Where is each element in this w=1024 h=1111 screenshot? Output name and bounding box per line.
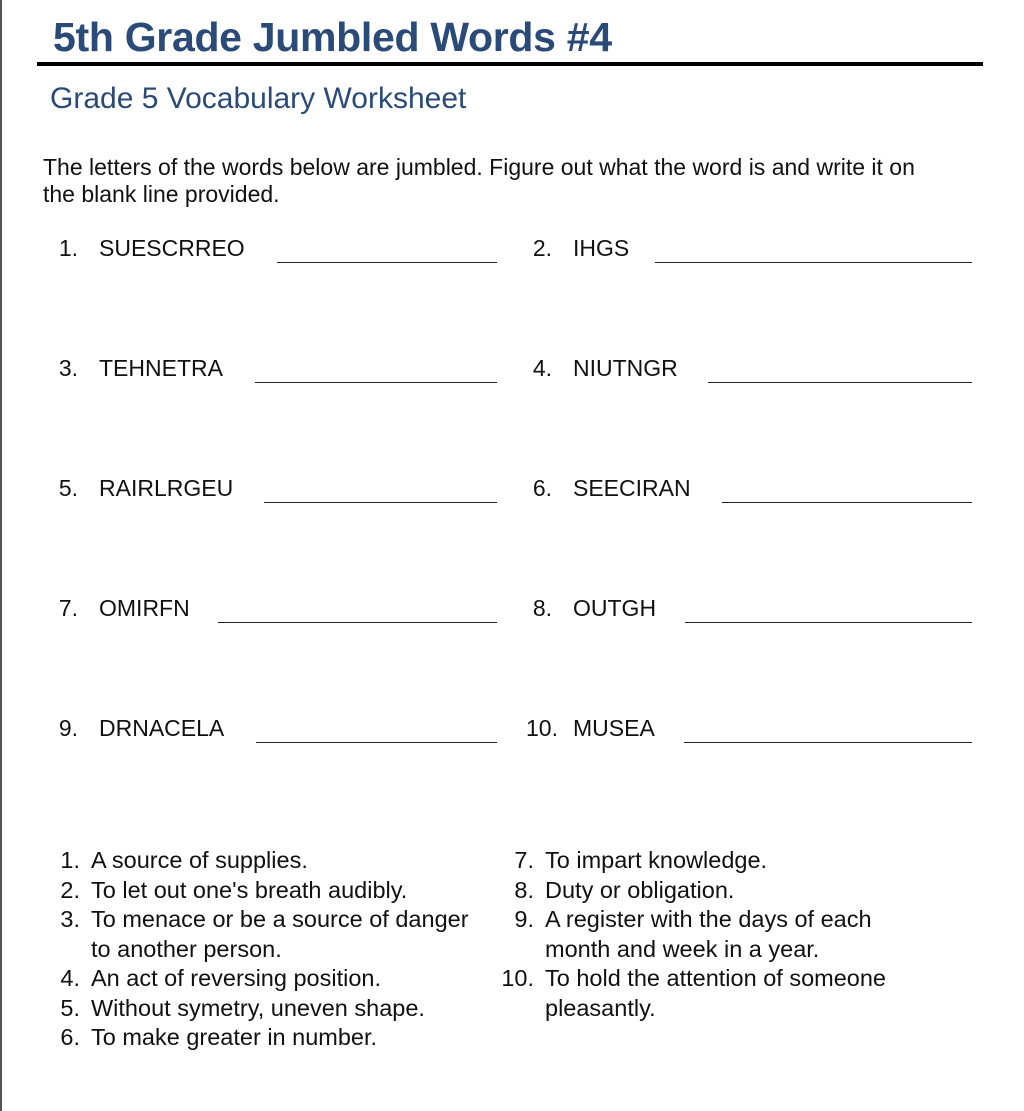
jumbled-word: RAIRLRGEU xyxy=(99,475,234,501)
jumbled-word: OMIRFN xyxy=(99,595,190,621)
definition-text: A register with the days of each xyxy=(545,906,872,932)
definition-number: 9. xyxy=(514,906,534,932)
definition-number: 4. xyxy=(60,965,80,991)
answer-blank-4[interactable] xyxy=(708,382,972,383)
definition-number: 3. xyxy=(60,906,80,932)
jumbled-word: SUESCRREO xyxy=(99,235,245,261)
jumbled-word: OUTGH xyxy=(573,595,657,621)
item-number: 8. xyxy=(532,595,552,621)
item-number: 7. xyxy=(58,595,78,621)
item-number: 9. xyxy=(58,715,78,741)
definition-number: 2. xyxy=(60,876,80,903)
answer-blank-9[interactable] xyxy=(256,742,497,743)
definition-text: A source of supplies. xyxy=(91,847,308,873)
definition-5 xyxy=(60,994,501,1024)
definition-9 xyxy=(514,905,965,964)
definition-text: To let out one's breath audibly. xyxy=(91,876,408,903)
definition-number: 8. xyxy=(514,876,534,903)
definition-number: 5. xyxy=(60,994,80,1021)
definitions-left xyxy=(60,846,501,1053)
answer-blank-8[interactable] xyxy=(685,622,972,623)
definition-number: 7. xyxy=(514,847,534,873)
jumbled-word: IHGS xyxy=(573,235,630,261)
definition-text: To make greater in number. xyxy=(91,1024,378,1050)
definition-text: To menace or be a source of danger xyxy=(91,906,469,932)
answer-blank-3[interactable] xyxy=(255,382,497,383)
instructions: The letters of the words below are jumbled. Figure out what the word is and write it on the blank line provided. xyxy=(43,154,915,207)
definition-text-continued: pleasantly. xyxy=(545,994,656,1021)
definition-2 xyxy=(60,876,501,906)
item-number: 1. xyxy=(58,235,78,261)
definition-number: 1. xyxy=(60,847,80,873)
definition-number: 6. xyxy=(60,1024,80,1050)
definition-4 xyxy=(60,964,501,994)
answer-blank-5[interactable] xyxy=(264,502,497,503)
definition-3 xyxy=(60,905,501,964)
title-divider xyxy=(37,62,983,66)
definition-text-continued: to another person. xyxy=(91,935,282,962)
definition-8 xyxy=(514,876,965,906)
answer-blank-7[interactable] xyxy=(218,622,497,623)
definition-1 xyxy=(60,846,501,876)
definition-number: 10. xyxy=(501,965,534,991)
definitions-right xyxy=(501,846,965,1023)
jumbled-word: NIUTNGR xyxy=(573,355,678,381)
definition-10 xyxy=(501,964,965,1023)
jumbled-word: MUSEA xyxy=(573,715,655,741)
answer-blank-1[interactable] xyxy=(277,262,497,263)
item-number: 2. xyxy=(532,235,552,261)
definition-text-continued: month and week in a year. xyxy=(545,935,820,962)
definition-text: An act of reversing position. xyxy=(91,965,381,991)
definition-text: To impart knowledge. xyxy=(545,847,768,873)
item-number: 5. xyxy=(58,475,78,501)
answer-blank-6[interactable] xyxy=(722,502,972,503)
page-subtitle: Grade 5 Vocabulary Worksheet xyxy=(50,82,467,115)
jumbled-word: TEHNETRA xyxy=(99,355,223,381)
answer-blank-2[interactable] xyxy=(655,262,972,263)
answer-blank-10[interactable] xyxy=(684,742,972,743)
item-number: 6. xyxy=(532,475,552,501)
definition-text: To hold the attention of someone xyxy=(545,965,886,991)
item-number: 10. xyxy=(526,715,558,741)
definition-7 xyxy=(514,846,965,876)
page-left-edge xyxy=(0,0,2,1111)
item-number: 4. xyxy=(532,355,552,381)
definition-text: Without symetry, uneven shape. xyxy=(91,994,425,1021)
page-title: 5th Grade Jumbled Words #4 xyxy=(53,14,612,60)
jumbled-word: SEECIRAN xyxy=(573,475,691,501)
item-number: 3. xyxy=(58,355,78,381)
definition-6 xyxy=(60,1023,501,1053)
definition-text: Duty or obligation. xyxy=(545,876,735,903)
jumbled-word: DRNACELA xyxy=(99,715,225,741)
